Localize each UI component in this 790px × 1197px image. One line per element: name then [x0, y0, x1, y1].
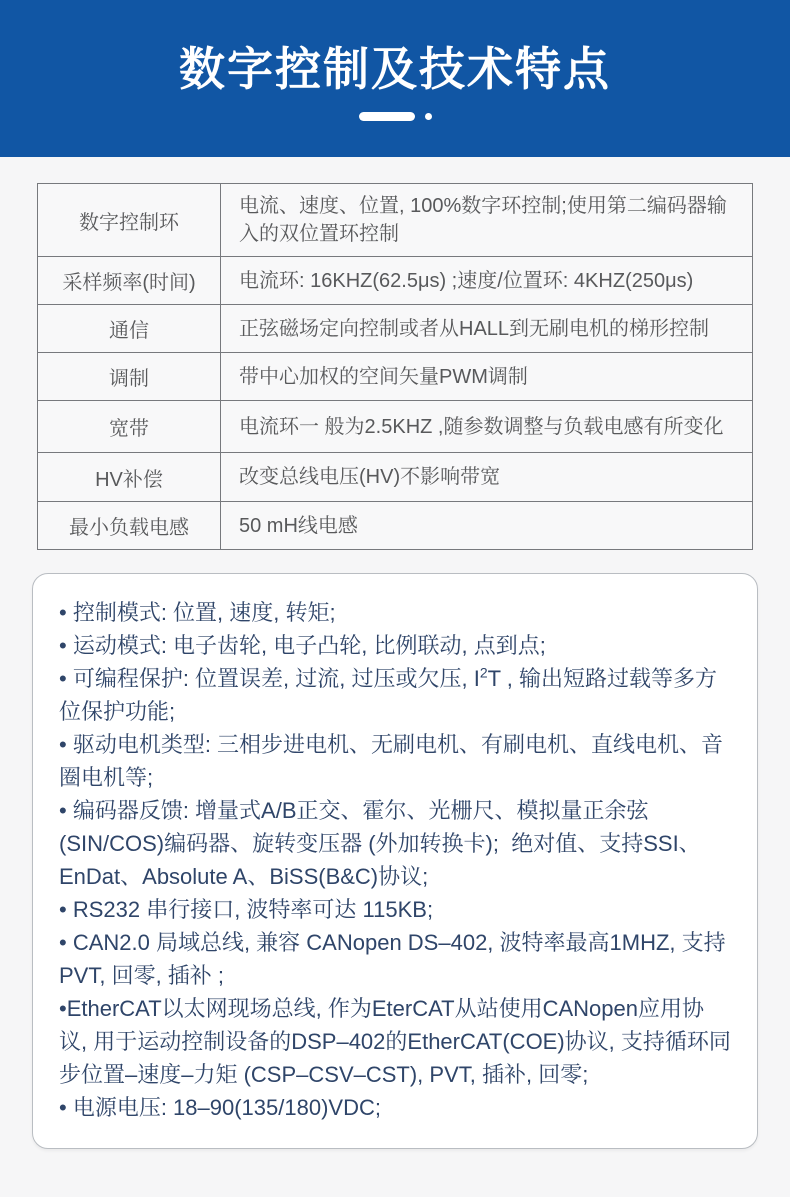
spec-value: 50 mH线电感: [221, 502, 753, 550]
feature-item: • 控制模式: 位置, 速度, 转矩;: [59, 600, 336, 625]
spec-label: 通信: [38, 305, 221, 353]
title-underline-decoration: [359, 112, 432, 121]
table-row: [38, 502, 753, 550]
spec-value: 电流、速度、位置, 100%数字环控制;使用第二编码器输入的双位置环控制: [221, 184, 753, 257]
feature-item: • 驱动电机类型: 三相步进电机、无刷电机、有刷电机、直线电机、音圈电机等;: [59, 732, 724, 790]
spec-value: 带中心加权的空间矢量PWM调制: [221, 353, 753, 401]
spec-label: 最小负载电感: [38, 502, 221, 550]
table-row: [38, 257, 753, 305]
table-row: [38, 305, 753, 353]
spec-label: 采样频率(时间): [38, 257, 221, 305]
spec-label: 调制: [38, 353, 221, 401]
feature-item: • 运动模式: 电子齿轮, 电子凸轮, 比例联动, 点到点;: [59, 633, 546, 658]
spec-label: 宽带: [38, 401, 221, 453]
features-box: [32, 573, 758, 1149]
feature-item: •EtherCAT以太网现场总线, 作为EterCAT从站使用CANopen应用协议, 用于运动控制设备的DSP–402的EtherCAT(COE)协议, 支持循环同步位置–速度–力矩 (CSP–CSV–CST), PVT, 插补, 回零;: [59, 996, 731, 1087]
table-row: [38, 184, 753, 257]
spec-table: [37, 183, 753, 550]
feature-item: • 电源电压: 18–90(135/180)VDC;: [59, 1095, 381, 1120]
spec-label: 数字控制环: [38, 184, 221, 257]
spec-value: 改变总线电压(HV)不影响带宽: [221, 453, 753, 502]
feature-item: • 编码器反馈: 增量式A/B正交、霍尔、光栅尺、模拟量正余弦(SIN/COS)编码器、旋转变压器 (外加转换卡); 绝对值、支持SSI、EnDat、Absolute A、BiSS(B&C)协议;: [59, 798, 701, 889]
dot-icon: [425, 113, 432, 120]
table-row: [38, 353, 753, 401]
spec-value: 电流环: 16KHZ(62.5μs) ;速度/位置环: 4KHZ(250μs): [221, 257, 753, 305]
spec-label: HV补偿: [38, 453, 221, 502]
page-title: 数字控制及技术特点: [179, 42, 611, 95]
spec-value: 电流环一 般为2.5KHZ ,随参数调整与负载电感有所变化: [221, 401, 753, 453]
feature-item: [59, 662, 731, 728]
feature-item: • RS232 串行接口, 波特率可达 115KB;: [59, 897, 434, 922]
feature-item: • CAN2.0 局域总线, 兼容 CANopen DS–402, 波特率最高1MHZ, 支持PVT, 回零, 插补 ;: [59, 930, 726, 988]
feature-item-text: T , 输出短路过载等多方位保护功能;: [59, 666, 718, 724]
dash-icon: [359, 112, 415, 121]
table-row: [38, 453, 753, 502]
feature-item-text: • 可编程保护: 位置误差, 过流, 过压或欠压, I: [59, 666, 480, 691]
section-banner: [0, 0, 790, 157]
superscript-2: 2: [479, 664, 488, 681]
table-row: [38, 401, 753, 453]
bottom-spacer: [0, 1149, 790, 1197]
spec-value: 正弦磁场定向控制或者从HALL到无刷电机的梯形控制: [221, 305, 753, 353]
